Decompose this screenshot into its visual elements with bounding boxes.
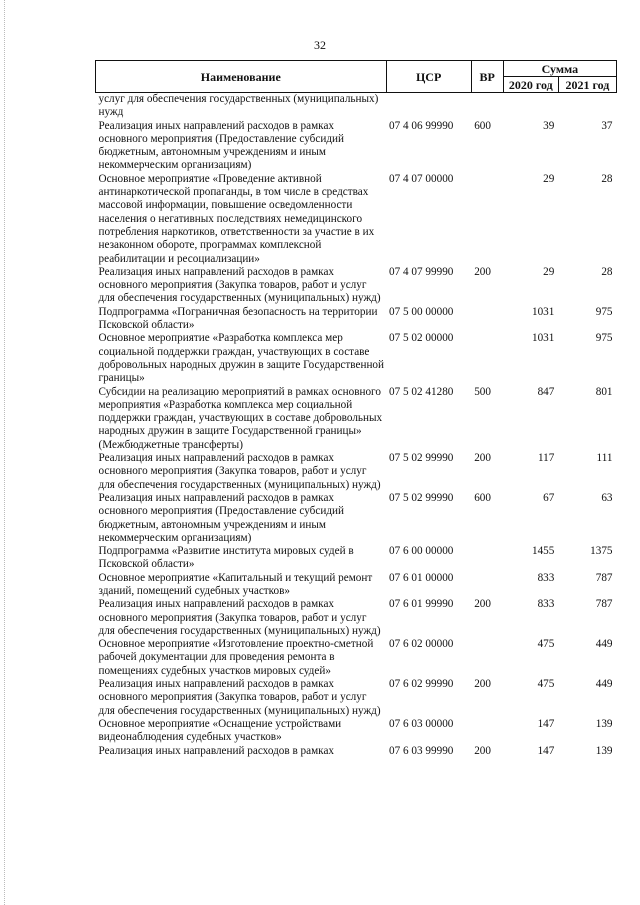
- row-vr: [471, 306, 503, 333]
- row-vr: 200: [474, 678, 491, 691]
- table-row: [96, 173, 617, 266]
- row-vr: 200: [474, 598, 491, 611]
- table-row: [96, 452, 617, 492]
- table-body: [96, 93, 617, 758]
- row-vr: [471, 332, 503, 385]
- row-sum-2020: [503, 93, 558, 120]
- row-sum-2020: 29: [543, 172, 555, 185]
- table-row: [96, 386, 617, 452]
- table-row: [96, 678, 617, 718]
- row-csr: 07 4 06 99990: [389, 119, 454, 132]
- row-csr: 07 5 02 99990: [389, 491, 454, 504]
- row-name: услуг для обеспечения государственных (муниципальных) нужд: [98, 93, 379, 119]
- row-sum-2020: 475: [537, 638, 555, 651]
- header-name: Наименование: [96, 61, 387, 93]
- table-header: [96, 61, 617, 93]
- row-sum-2021: 449: [595, 678, 613, 691]
- scan-edge-line: [4, 0, 5, 905]
- row-name: Реализация иных направлений расходов в рамках основного мероприятия (Закупка товаров, работ и услуг для обеспечения государственных (муниципальных) нужд): [98, 598, 381, 637]
- row-sum-2021: 139: [595, 744, 613, 757]
- row-name: Основное мероприятие «Оснащение устройствами видеонаблюдения судебных участков»: [98, 717, 342, 744]
- row-sum-2020: 147: [537, 744, 555, 757]
- table-row: [96, 120, 617, 173]
- row-sum-2020: 1455: [531, 545, 555, 558]
- row-csr: 07 6 01 00000: [389, 571, 454, 584]
- table-row: [96, 545, 617, 572]
- table-row: [96, 332, 617, 385]
- row-name: Основное мероприятие «Изготовление проектно-сметной рабочей документации для проведения ремонта в помещениях судебных участков мировых судей»: [98, 638, 374, 677]
- row-name: Реализация иных направлений расходов в рамках основного мероприятия (Закупка товаров, работ и услуг для обеспечения государственных (муниципальных) нужд): [98, 265, 381, 305]
- row-csr: 07 5 02 00000: [389, 332, 454, 345]
- row-vr: 500: [474, 385, 491, 398]
- header-sum: Сумма: [503, 61, 616, 77]
- row-vr: [471, 718, 503, 745]
- table-row: [96, 492, 617, 545]
- row-csr: 07 6 02 99990: [389, 678, 454, 691]
- row-sum-2020: 1031: [531, 332, 555, 345]
- page-number: 32: [314, 38, 326, 52]
- row-vr: 600: [474, 491, 491, 504]
- table-row: [96, 572, 617, 599]
- row-vr: [471, 545, 503, 572]
- row-csr: 07 6 03 99990: [389, 744, 454, 757]
- row-sum-2021: 111: [596, 452, 613, 465]
- row-csr: 07 6 02 00000: [389, 638, 454, 651]
- row-sum-2021: 787: [595, 598, 613, 611]
- row-vr: [471, 93, 503, 120]
- row-sum-2021: 37: [601, 119, 613, 132]
- row-name: Основное мероприятие «Проведение активной антинаркотической пропаганды, в том числе в средствах массовой информации, повышение осведомленности населения о негативных последствиях немедицинского потребления наркотиков, ответственности за участие в их незаконном обороте, программах комплексной реабилитации и ресоциализации»: [98, 172, 375, 265]
- header-csr: ЦСР: [386, 61, 471, 93]
- row-vr: 200: [474, 452, 491, 465]
- row-sum-2020: 39: [543, 119, 555, 132]
- header-year-2021: 2021 год: [558, 77, 616, 93]
- row-vr: 200: [474, 744, 491, 757]
- row-sum-2020: 67: [543, 491, 555, 504]
- row-csr: 07 5 00 00000: [389, 305, 454, 318]
- row-csr: 07 4 07 99990: [389, 265, 454, 278]
- row-sum-2021: 975: [595, 332, 613, 345]
- table-row: [96, 638, 617, 678]
- row-name: Основное мероприятие «Капитальный и текущий ремонт зданий, помещений судебных участков»: [98, 571, 373, 597]
- row-csr: [386, 93, 471, 120]
- row-csr: 07 6 00 00000: [389, 545, 454, 558]
- row-sum-2020: 833: [537, 598, 555, 611]
- header-vr: ВР: [471, 61, 503, 93]
- row-sum-2021: 63: [601, 491, 613, 504]
- row-name: Реализация иных направлений расходов в рамках основного мероприятия (Закупка товаров, работ и услуг для обеспечения государственных (муниципальных) нужд): [98, 452, 381, 491]
- row-sum-2021: 139: [595, 717, 613, 730]
- row-sum-2021: 28: [601, 265, 613, 278]
- row-name: Субсидии на реализацию мероприятий в рамках основного мероприятия «Разработка комплекса мер социальной поддержки граждан, участвующих в составе добровольных народных дружин в защите Государственной границы» (Межбюджетные трансферты): [98, 385, 383, 451]
- row-sum-2020: 147: [537, 717, 555, 730]
- row-sum-2021: 1375: [590, 545, 613, 558]
- row-sum-2020: 117: [537, 452, 555, 465]
- row-name: Основное мероприятие «Разработка комплекса мер социальной поддержки граждан, участвующих в составе добровольных народных дружин в защите Государственной границы»: [98, 332, 385, 385]
- table-row: [96, 266, 617, 306]
- row-sum-2021: 28: [601, 172, 613, 185]
- row-name: Подпрограмма «Пограничная безопасность на территории Псковской области»: [98, 305, 378, 332]
- row-vr: [471, 638, 503, 678]
- row-sum-2020: 847: [537, 385, 555, 398]
- row-vr: 600: [474, 119, 491, 132]
- table-row: [96, 306, 617, 333]
- row-name: Реализация иных направлений расходов в рамках основного мероприятия (Закупка товаров, работ и услуг для обеспечения государственных (муниципальных) нужд): [98, 678, 381, 717]
- row-name: Реализация иных направлений расходов в рамках: [98, 744, 335, 757]
- row-sum-2021: [558, 93, 616, 120]
- row-name: Подпрограмма «Развитие института мировых судей в Псковской области»: [98, 545, 354, 571]
- row-vr: [471, 572, 503, 599]
- row-csr: 07 4 07 00000: [389, 172, 454, 185]
- table-row: [96, 93, 617, 120]
- row-vr: [471, 173, 503, 266]
- table-row: [96, 745, 617, 758]
- row-sum-2020: 1031: [531, 305, 555, 318]
- row-csr: 07 5 02 41280: [389, 385, 454, 398]
- table-row: [96, 718, 617, 745]
- row-sum-2020: 29: [543, 265, 555, 278]
- table-row: [96, 598, 617, 638]
- row-vr: 200: [474, 265, 491, 278]
- budget-table: [95, 60, 617, 758]
- row-csr: 07 6 01 99990: [389, 598, 454, 611]
- row-sum-2020: 475: [537, 678, 555, 691]
- row-name: Реализация иных направлений расходов в рамках основного мероприятия (Предоставление субсидий бюджетным, автономным учреждениям и иным некоммерческим организациям): [98, 119, 344, 172]
- row-sum-2021: 975: [595, 305, 613, 318]
- header-year-2020: 2020 год: [503, 77, 558, 93]
- row-sum-2021: 787: [595, 571, 613, 584]
- row-name: Реализация иных направлений расходов в рамках основного мероприятия (Предоставление субсидий бюджетным, автономным учреждениям и иным некоммерческим организациям): [98, 491, 344, 544]
- row-csr: 07 5 02 99990: [389, 452, 454, 465]
- row-csr: 07 6 03 00000: [389, 717, 454, 730]
- row-sum-2021: 449: [595, 638, 613, 651]
- row-sum-2020: 833: [537, 571, 555, 584]
- row-sum-2021: 801: [595, 385, 613, 398]
